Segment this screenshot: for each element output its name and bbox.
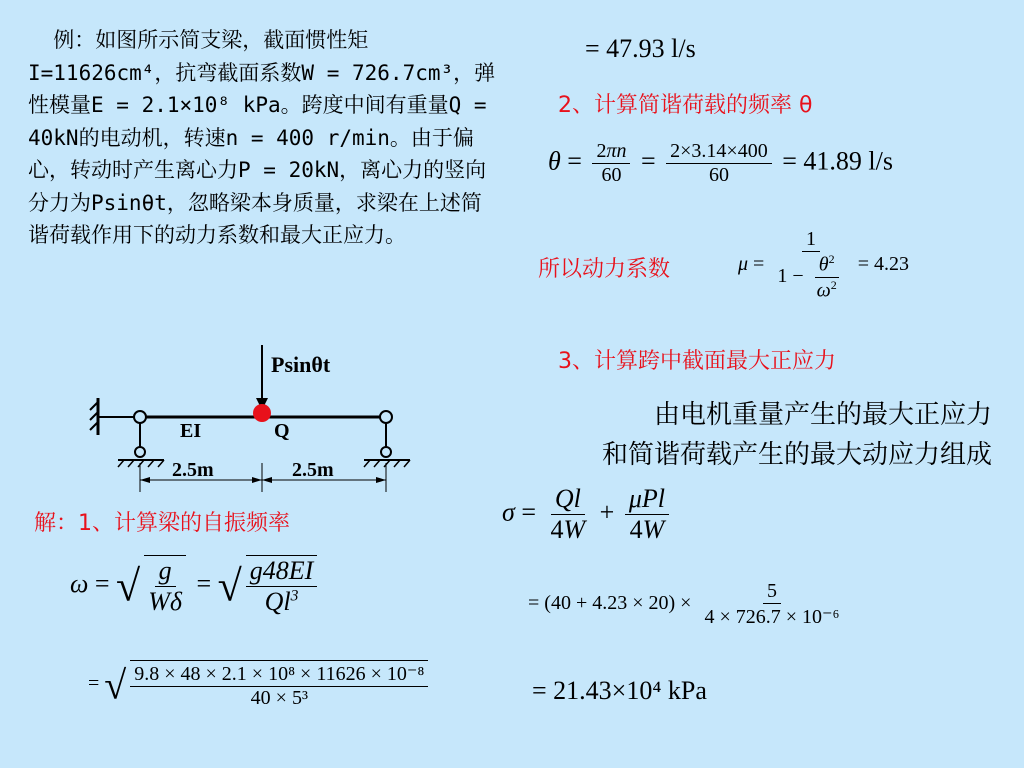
step1-heading: 解：1、计算梁的自振频率 <box>34 511 290 536</box>
mu-result: = 4.23 <box>857 252 910 275</box>
omega-formula: ω = √ $\frac{g}{W\delta}$ = √ $\frac{g48EI}{Ql^3}$ <box>70 555 321 617</box>
load-label: Psinθt <box>271 352 331 377</box>
sigma-part-a: = (40 + 4.23 × 20) × <box>528 592 692 615</box>
dyn-label: 所以动力系数 <box>538 257 671 282</box>
theta-formula: θ = $\frac{2\pi n}{60}$ = $\frac{2\times 3.14\times 400}{60}$ = 41.89 l/s <box>548 140 893 186</box>
span-right: 2.5m <box>292 459 334 481</box>
sigma-numeric <box>528 580 848 629</box>
beam-diagram <box>88 340 418 500</box>
mu-formula: μ = 1 1 − $\frac{\theta^2}{\omega^2}$ = 4.23 <box>738 228 910 302</box>
q-label: Q <box>274 420 290 442</box>
motor-mass <box>253 404 271 422</box>
span-left: 2.5m <box>172 459 214 481</box>
final-result: = 21.43×10⁴ kPa <box>532 676 707 705</box>
omega-numeric: = √ $\frac{\text{9.8 × 48 × 2.1 × 10⁸ × 11626 × 10⁻⁸}}{\text{40 × 5³}}$ <box>88 660 432 710</box>
ei-label: EI <box>180 420 202 442</box>
explanation: 由电机重量产生的最大正应力 和简谐荷载产生的最大动应力组成 <box>601 400 992 470</box>
problem-statement: 例：如图所示简支梁，截面惯性矩I=11626cm⁴，抗弯截面系数W = 726.7cm³，弹性模量E = 2.1×10⁸ kPa。跨度中间有重量Q = 40kN的电动机，转速n = 400 r/min。由于偏心，转动时产生离心力P = 20kN，离心力的竖向分力为Psinθt，忽略梁本身质量，求梁在上述简谐荷载作用下的动力系数和最大正应力。 <box>28 28 500 247</box>
theta-result: = 41.89 l/s <box>782 146 893 176</box>
step2-heading: 2、计算简谐荷载的频率 θ <box>558 93 813 118</box>
omega-num: 9.8 × 48 × 2.1 × 10⁸ × 11626 × 10⁻⁸ <box>130 661 428 687</box>
sigma-num: 5 <box>763 580 781 604</box>
step3-heading: 3、计算跨中截面最大正应力 <box>558 349 836 374</box>
omega-result: = 47.93 l/s <box>585 34 696 63</box>
sigma-formula: σ = $\frac{Ql}{4W}$ + $\frac{\text{μPl}}{4W}$ <box>502 484 673 545</box>
omega-den: 40 × 5³ <box>250 687 308 709</box>
sigma-den: 4 × 726.7 × 10⁻⁶ <box>704 606 840 628</box>
